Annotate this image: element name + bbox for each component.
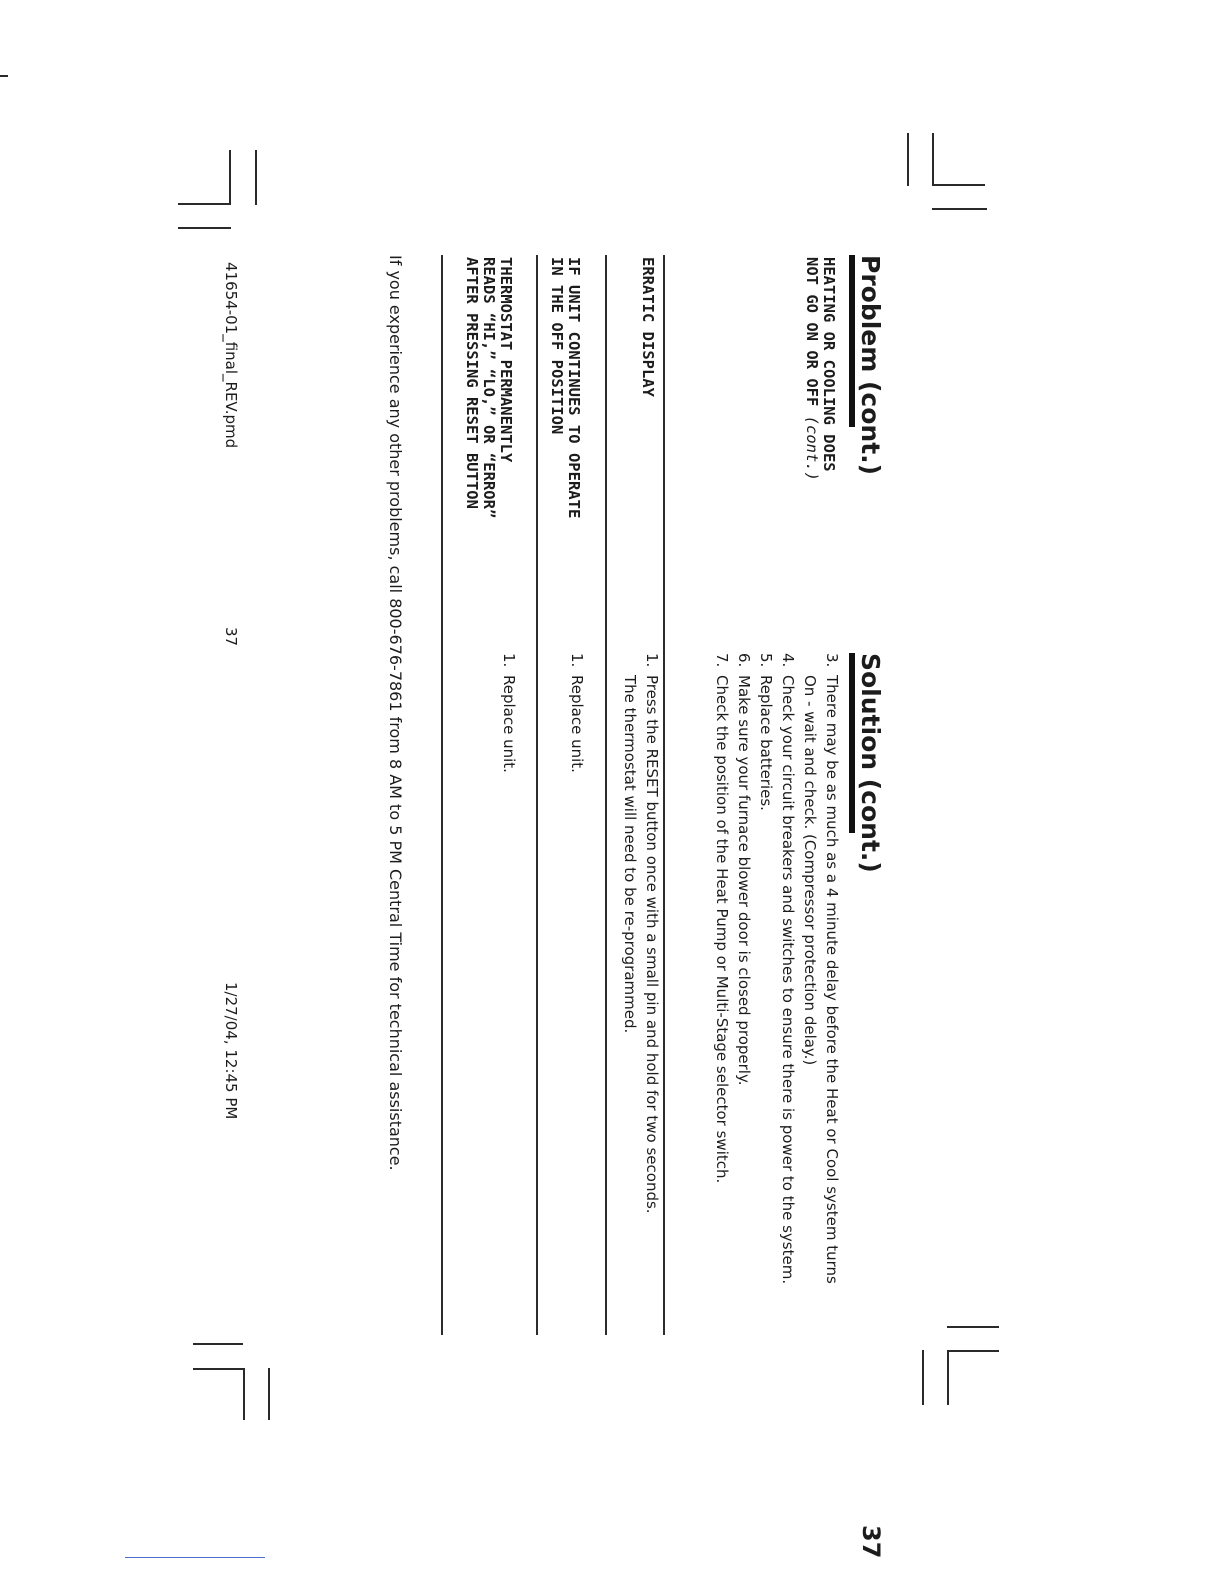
problem-line: READS “HI,” “LO,” OR “ERROR” (480, 257, 498, 519)
solution-header: Solution (cont.) (856, 653, 885, 873)
solution-item (711, 653, 733, 1573)
solution-line: Press the RESET button once with a small pin and hold for two seconds. (643, 675, 661, 1214)
crop-mark (193, 1343, 243, 1345)
header-underline (849, 653, 855, 833)
solution-cell (566, 653, 588, 1573)
crop-mark (947, 1326, 999, 1328)
solution-item (566, 653, 588, 1573)
solution-line: The thermostat will need to be re-programmed. (621, 675, 639, 1034)
crop-mark (0, 75, 8, 77)
crop-mark (947, 1350, 949, 1405)
problem-cell (463, 257, 514, 617)
item-number: 7. (713, 653, 731, 668)
crop-mark (178, 227, 231, 229)
crop-mark (907, 133, 909, 186)
item-number: 5. (757, 653, 775, 668)
problem-header: Problem (cont.) (856, 255, 885, 476)
problem-cell (639, 257, 656, 617)
solution-item (755, 653, 777, 1573)
problem-line: IF UNIT CONTINUES TO OPERATE (565, 257, 583, 519)
problem-line: NOT GO ON OR OFF (cont.) (803, 257, 821, 481)
item-number: 1. (500, 653, 518, 668)
item-number: 4. (779, 653, 797, 668)
slug-page: 37 (222, 627, 240, 647)
solution-item (777, 653, 799, 1573)
solution-line: Check the position of the Heat Pump or Multi-Stage selector switch. (713, 675, 731, 1184)
solution-item (733, 653, 755, 1573)
problem-cell (803, 257, 837, 617)
crop-mark (243, 1368, 245, 1420)
crop-mark (268, 1368, 270, 1420)
crop-mark (193, 1368, 243, 1370)
row-divider (605, 255, 607, 1335)
row-divider (536, 255, 538, 1335)
scan-line (125, 1557, 265, 1558)
problem-line: THERMOSTAT PERMANENTLY (497, 257, 515, 463)
crop-mark (932, 133, 934, 186)
problem-line: IN THE OFF POSITION (548, 257, 566, 435)
crop-mark (947, 1350, 999, 1352)
solution-item (619, 653, 663, 1573)
item-number: 1. (643, 653, 661, 668)
solution-line: On - wait and check. (Compressor protection delay.) (801, 675, 819, 1066)
crop-mark (229, 150, 231, 205)
solution-line: Make sure your furnace blower door is closed properly. (735, 675, 753, 1086)
crop-mark (922, 1350, 924, 1405)
solution-cell (498, 653, 520, 1573)
crop-mark (932, 184, 985, 186)
print-slug (210, 262, 240, 1262)
solution-line: Replace unit. (500, 675, 518, 773)
solution-line: Replace batteries. (757, 675, 775, 811)
page-number: 37 (857, 1525, 885, 1559)
support-note: If you experience any other problems, call 800-676-7861 from 8 AM to 5 PM Central Time for technical assistance. (386, 255, 405, 1171)
solution-item (498, 653, 520, 1573)
solution-line: Replace unit. (568, 675, 586, 773)
crop-mark (932, 208, 987, 210)
slug-filename: 41654-01_final_REV.pmd (222, 262, 240, 449)
item-number: 1. (568, 653, 586, 668)
solution-cell (619, 653, 663, 1573)
slug-datetime: 1/27/04, 12:45 PM (222, 982, 240, 1120)
cont-label: (cont.) (803, 415, 821, 481)
problem-line: AFTER PRESSING RESET BUTTON (463, 257, 481, 509)
item-number: 6. (735, 653, 753, 668)
crop-mark (255, 150, 257, 205)
header-underline (849, 255, 855, 427)
item-number: 3. (823, 653, 841, 668)
crop-mark (178, 203, 231, 205)
solution-line: There may be as much as a 4 minute delay before the Heat or Cool system turns (823, 675, 841, 1284)
troubleshooting-page (386, 255, 890, 1575)
solution-item (799, 653, 843, 1573)
problem-line: ERRATIC DISPLAY (639, 257, 657, 397)
problem-line: HEATING OR COOLING DOES (820, 257, 838, 472)
solution-cell (711, 653, 843, 1573)
problem-cell (548, 257, 582, 617)
row-divider (663, 255, 665, 1335)
row-divider (441, 255, 443, 1335)
solution-line: Check your circuit breakers and switches to ensure there is power to the system. (779, 675, 797, 1285)
